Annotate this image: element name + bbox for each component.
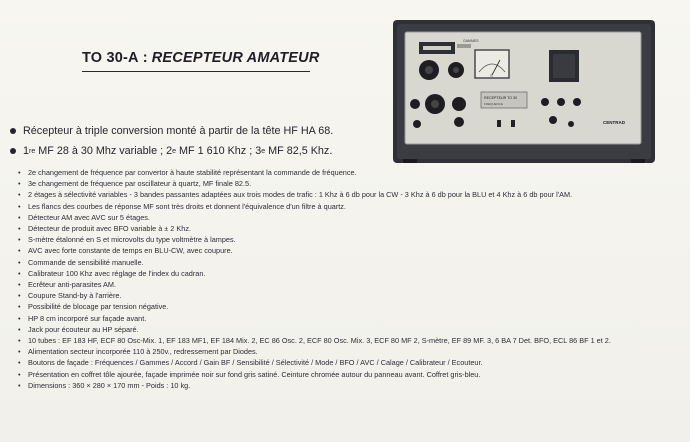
feature-item: • Calibrateur 100 Khz avec réglage de l'index du cadran. bbox=[18, 268, 683, 279]
feature-item: • Les flancs des courbes de réponse MF sont très droits et donnent l'équivalence d'un filtre à quartz. bbox=[18, 201, 683, 212]
model-code: TO 30-A bbox=[82, 50, 139, 66]
feature-item: • Détecteur de produit avec BFO variable à ± 2 Khz. bbox=[18, 223, 683, 234]
feature-item: • 10 tubes : EF 183 HF, ECF 80 Osc-Mix. 1, EF 183 MF1, EF 184 Mix. 2, EC 86 Osc. 2, ECF 80 Osc. Mix. 3, ECF 80 MF 2, S-mètre, EF 89 MF. 3, 6 BA 7 Det. BFO, ECL 86 BF 1 et 2. bbox=[18, 335, 683, 346]
bfo-knob bbox=[541, 98, 549, 106]
feature-item: • 3e changement de fréquence par oscillateur à quartz, MF finale 82.5. bbox=[18, 178, 683, 189]
feature-item: • Alimentation secteur incorporée 110 à 250v., redressement par Diodes. bbox=[18, 346, 683, 357]
dial-label: FREQUENCE bbox=[484, 102, 503, 106]
gammes-label: GAMMES bbox=[463, 39, 479, 43]
feature-item: • AVC avec forte constante de temps en BLU-CW, avec coupure. bbox=[18, 245, 683, 256]
calibrator-knob bbox=[573, 98, 581, 106]
lead2-prefix: 1 bbox=[23, 145, 30, 157]
lead2-sup-3: e bbox=[261, 147, 266, 155]
bullet-dot bbox=[10, 128, 16, 134]
headphone-jack bbox=[568, 121, 574, 127]
lead-if-frequencies bbox=[10, 145, 332, 157]
lead2-sup-2: e bbox=[172, 147, 176, 155]
mode-knob bbox=[413, 120, 421, 128]
model-plate-text: RECEPTEUR TO 30 bbox=[484, 96, 518, 100]
lead-text-2a: MF 28 à 30 Mhz variable ; 2 bbox=[38, 145, 173, 157]
lead-text-2b: MF 1 610 Khz ; 3 bbox=[178, 145, 262, 157]
feature-item: • Boutons de façade : Fréquences / Gammes / Accord / Gain BF / Sensibilité / Sélectivité / Mode / BFO / AVC / Calage / Calibrateur / Ecouteur. bbox=[18, 357, 683, 368]
lead-text-2c: MF 82,5 Khz. bbox=[268, 145, 333, 157]
brand-logo: CENTRAD bbox=[603, 120, 625, 125]
s-meter-label: S bbox=[490, 73, 493, 78]
feature-item: • HP 8 cm incorporé sur façade avant. bbox=[18, 313, 683, 324]
bullet-dot bbox=[10, 148, 16, 154]
lead-triple-conversion bbox=[10, 125, 333, 137]
receiver-photo bbox=[393, 20, 655, 163]
title-separator: : bbox=[142, 50, 148, 66]
feature-item: • Possibilité de blocage par tension négative. bbox=[18, 301, 683, 312]
feature-item: • 2 étages à sélectivité variables - 3 bandes passantes adaptées aux trois modes de trafic : 1 Khz à 6 db pour la CW - 3 Khz à 6 db pour la BLU et 4 Khz à 6 db pour l'AM. bbox=[18, 189, 683, 200]
feature-item: • Détecteur AM avec AVC sur 5 étages. bbox=[18, 212, 683, 223]
calage-knob bbox=[549, 116, 557, 124]
title-underline bbox=[82, 71, 310, 72]
feature-item: • Jack pour écouteur au HP séparé. bbox=[18, 324, 683, 335]
feature-item: • Ecrêteur anti-parasites AM. bbox=[18, 279, 683, 290]
feature-item: • S-mètre étalonné en S et microvolts du type voltmètre à lampes. bbox=[18, 234, 683, 245]
feature-item: • 2e changement de fréquence par convertor à haute stabilité représentant la commande de fréquence. bbox=[18, 167, 683, 178]
model-name: RECEPTEUR AMATEUR bbox=[151, 50, 320, 66]
feature-item: • Coupure Stand-by à l'arrière. bbox=[18, 290, 683, 301]
gain-knob bbox=[410, 99, 420, 109]
feature-item: • Présentation en coffret tôle ajourée, façade imprimée noir sur fond gris satiné. Ceinture chromée autour du panneau avant. Coffret gris-bleu. bbox=[18, 369, 683, 380]
avc-knob bbox=[557, 98, 565, 106]
selectivity-knob bbox=[454, 117, 464, 127]
lead-text-1: Récepteur à triple conversion monté à partir de la tête HF HA 68. bbox=[23, 125, 334, 137]
page-title bbox=[82, 50, 320, 66]
feature-item: • Dimensions : 360 × 280 × 170 mm - Poids : 10 kg. bbox=[18, 380, 683, 391]
lead2-sup-1: re bbox=[29, 147, 36, 155]
sensitivity-knob bbox=[452, 97, 466, 111]
feature-list bbox=[18, 167, 683, 391]
feature-item: • Commande de sensibilité manuelle. bbox=[18, 257, 683, 268]
